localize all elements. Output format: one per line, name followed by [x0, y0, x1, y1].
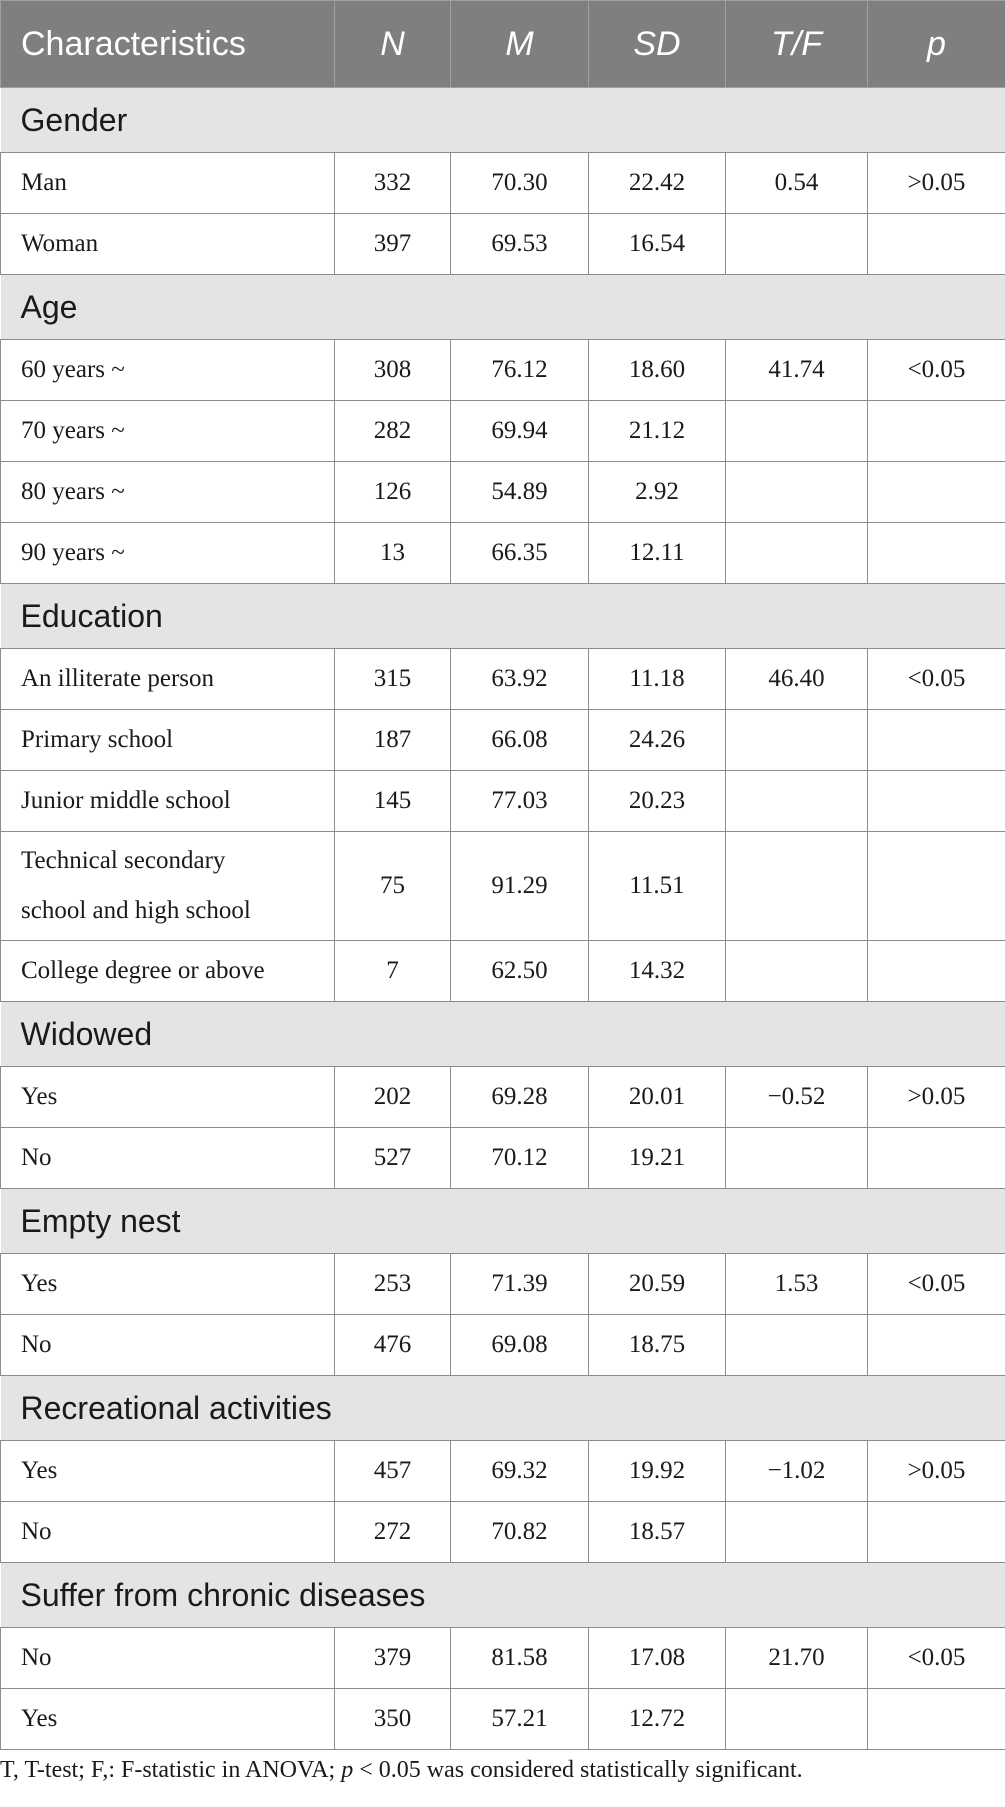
cell-m: 69.94 — [451, 401, 589, 462]
footnote-text-part1: T, T-test; F,: F-statistic in ANOVA; — [0, 1757, 342, 1783]
table-row — [1, 1128, 1005, 1189]
cell-m: 62.50 — [451, 941, 589, 1002]
cell-sd: 12.72 — [589, 1689, 726, 1750]
cell-p — [868, 1128, 1005, 1189]
cell-tf: 1.53 — [726, 1254, 868, 1315]
cell-tf — [726, 1128, 868, 1189]
cell-m: 69.32 — [451, 1441, 589, 1502]
header-m: M — [451, 1, 589, 88]
cell-p: <0.05 — [868, 340, 1005, 401]
cell-sd: 20.01 — [589, 1067, 726, 1128]
group-title: Suffer from chronic diseases — [1, 1563, 1005, 1628]
table-row — [1, 340, 1005, 401]
row-label: Junior middle school — [1, 771, 335, 832]
cell-p — [868, 462, 1005, 523]
cell-n: 75 — [335, 832, 451, 941]
cell-tf: −1.02 — [726, 1441, 868, 1502]
cell-sd: 22.42 — [589, 153, 726, 214]
cell-n: 397 — [335, 214, 451, 275]
row-label: Yes — [1, 1441, 335, 1502]
cell-n: 457 — [335, 1441, 451, 1502]
row-label: Yes — [1, 1067, 335, 1128]
table-row — [1, 941, 1005, 1002]
cell-tf — [726, 832, 868, 941]
cell-sd: 19.21 — [589, 1128, 726, 1189]
cell-m: 70.30 — [451, 153, 589, 214]
cell-sd: 14.32 — [589, 941, 726, 1002]
cell-tf — [726, 462, 868, 523]
cell-sd: 24.26 — [589, 710, 726, 771]
group-title: Age — [1, 275, 1005, 340]
table-row — [1, 462, 1005, 523]
cell-tf: 0.54 — [726, 153, 868, 214]
cell-p — [868, 401, 1005, 462]
table-row — [1, 1315, 1005, 1376]
row-label: 80 years ~ — [1, 462, 335, 523]
cell-p — [868, 710, 1005, 771]
cell-p — [868, 941, 1005, 1002]
cell-m: 91.29 — [451, 832, 589, 941]
cell-sd: 20.59 — [589, 1254, 726, 1315]
cell-tf — [726, 523, 868, 584]
table-header — [1, 1, 1005, 88]
cell-sd: 12.11 — [589, 523, 726, 584]
header-row — [1, 1, 1005, 88]
cell-sd: 18.57 — [589, 1502, 726, 1563]
cell-n: 476 — [335, 1315, 451, 1376]
row-label: 90 years ~ — [1, 523, 335, 584]
cell-p — [868, 214, 1005, 275]
cell-n: 350 — [335, 1689, 451, 1750]
cell-sd: 11.51 — [589, 832, 726, 941]
cell-sd: 18.60 — [589, 340, 726, 401]
row-label: No — [1, 1628, 335, 1689]
cell-n: 187 — [335, 710, 451, 771]
cell-tf: 41.74 — [726, 340, 868, 401]
cell-n: 308 — [335, 340, 451, 401]
row-label: Yes — [1, 1689, 335, 1750]
cell-n: 332 — [335, 153, 451, 214]
cell-m: 71.39 — [451, 1254, 589, 1315]
footnote-text-part2: < 0.05 was considered statistically significant. — [353, 1757, 803, 1783]
row-label: 60 years ~ — [1, 340, 335, 401]
cell-tf — [726, 710, 868, 771]
table-row — [1, 1441, 1005, 1502]
cell-tf: 21.70 — [726, 1628, 868, 1689]
row-label: No — [1, 1502, 335, 1563]
cell-p — [868, 523, 1005, 584]
group-header-row — [1, 88, 1005, 153]
row-label: Woman — [1, 214, 335, 275]
cell-n: 7 — [335, 941, 451, 1002]
row-label: Technical secondary school and high school — [1, 832, 335, 941]
cell-tf — [726, 941, 868, 1002]
cell-m: 66.35 — [451, 523, 589, 584]
cell-tf — [726, 771, 868, 832]
group-header-row — [1, 1376, 1005, 1441]
footnote-p-symbol: p — [341, 1757, 354, 1783]
group-title: Education — [1, 584, 1005, 649]
cell-n: 282 — [335, 401, 451, 462]
cell-n: 315 — [335, 649, 451, 710]
cell-m: 77.03 — [451, 771, 589, 832]
group-header-row — [1, 275, 1005, 340]
cell-p — [868, 832, 1005, 941]
cell-m: 63.92 — [451, 649, 589, 710]
group-header-row — [1, 1189, 1005, 1254]
cell-tf — [726, 1315, 868, 1376]
table-body — [1, 88, 1005, 1750]
cell-n: 202 — [335, 1067, 451, 1128]
cell-sd: 21.12 — [589, 401, 726, 462]
cell-sd: 2.92 — [589, 462, 726, 523]
cell-m: 70.12 — [451, 1128, 589, 1189]
cell-tf — [726, 1502, 868, 1563]
cell-m: 57.21 — [451, 1689, 589, 1750]
cell-m: 70.82 — [451, 1502, 589, 1563]
table-row — [1, 1628, 1005, 1689]
row-label: No — [1, 1315, 335, 1376]
cell-m: 69.53 — [451, 214, 589, 275]
group-title: Empty nest — [1, 1189, 1005, 1254]
cell-sd: 20.23 — [589, 771, 726, 832]
group-header-row — [1, 1563, 1005, 1628]
table-row — [1, 401, 1005, 462]
table-row — [1, 710, 1005, 771]
group-header-row — [1, 584, 1005, 649]
cell-tf: −0.52 — [726, 1067, 868, 1128]
group-title: Recreational activities — [1, 1376, 1005, 1441]
cell-tf — [726, 401, 868, 462]
header-p: p — [868, 1, 1005, 88]
table-row — [1, 153, 1005, 214]
cell-tf — [726, 214, 868, 275]
table-row — [1, 1254, 1005, 1315]
header-sd: SD — [589, 1, 726, 88]
cell-m: 66.08 — [451, 710, 589, 771]
cell-p: <0.05 — [868, 1254, 1005, 1315]
cell-sd: 19.92 — [589, 1441, 726, 1502]
cell-p — [868, 771, 1005, 832]
row-label: Man — [1, 153, 335, 214]
cell-n: 13 — [335, 523, 451, 584]
row-label: No — [1, 1128, 335, 1189]
cell-sd: 18.75 — [589, 1315, 726, 1376]
table-row — [1, 1067, 1005, 1128]
table-row — [1, 523, 1005, 584]
cell-m: 69.08 — [451, 1315, 589, 1376]
row-label: Primary school — [1, 710, 335, 771]
row-label: 70 years ~ — [1, 401, 335, 462]
cell-p: >0.05 — [868, 1441, 1005, 1502]
cell-sd: 17.08 — [589, 1628, 726, 1689]
cell-n: 527 — [335, 1128, 451, 1189]
cell-tf: 46.40 — [726, 649, 868, 710]
table-row — [1, 1502, 1005, 1563]
group-header-row — [1, 1002, 1005, 1067]
table-footnote — [0, 1757, 803, 1784]
table-row — [1, 771, 1005, 832]
cell-n: 272 — [335, 1502, 451, 1563]
table-row — [1, 649, 1005, 710]
row-label: An illiterate person — [1, 649, 335, 710]
cell-sd: 11.18 — [589, 649, 726, 710]
header-n: N — [335, 1, 451, 88]
cell-p: <0.05 — [868, 649, 1005, 710]
table-row — [1, 832, 1005, 941]
row-label: Yes — [1, 1254, 335, 1315]
cell-p — [868, 1502, 1005, 1563]
group-title: Widowed — [1, 1002, 1005, 1067]
cell-n: 379 — [335, 1628, 451, 1689]
cell-tf — [726, 1689, 868, 1750]
cell-m: 69.28 — [451, 1067, 589, 1128]
cell-p: >0.05 — [868, 153, 1005, 214]
cell-n: 126 — [335, 462, 451, 523]
group-title: Gender — [1, 88, 1005, 153]
cell-p — [868, 1689, 1005, 1750]
cell-m: 76.12 — [451, 340, 589, 401]
cell-m: 54.89 — [451, 462, 589, 523]
row-label: College degree or above — [1, 941, 335, 1002]
table-row — [1, 1689, 1005, 1750]
cell-n: 253 — [335, 1254, 451, 1315]
cell-n: 145 — [335, 771, 451, 832]
cell-sd: 16.54 — [589, 214, 726, 275]
header-tf: T/F — [726, 1, 868, 88]
header-characteristics: Characteristics — [1, 1, 335, 88]
cell-p — [868, 1315, 1005, 1376]
table-row — [1, 214, 1005, 275]
cell-p: >0.05 — [868, 1067, 1005, 1128]
cell-p: <0.05 — [868, 1628, 1005, 1689]
cell-m: 81.58 — [451, 1628, 589, 1689]
